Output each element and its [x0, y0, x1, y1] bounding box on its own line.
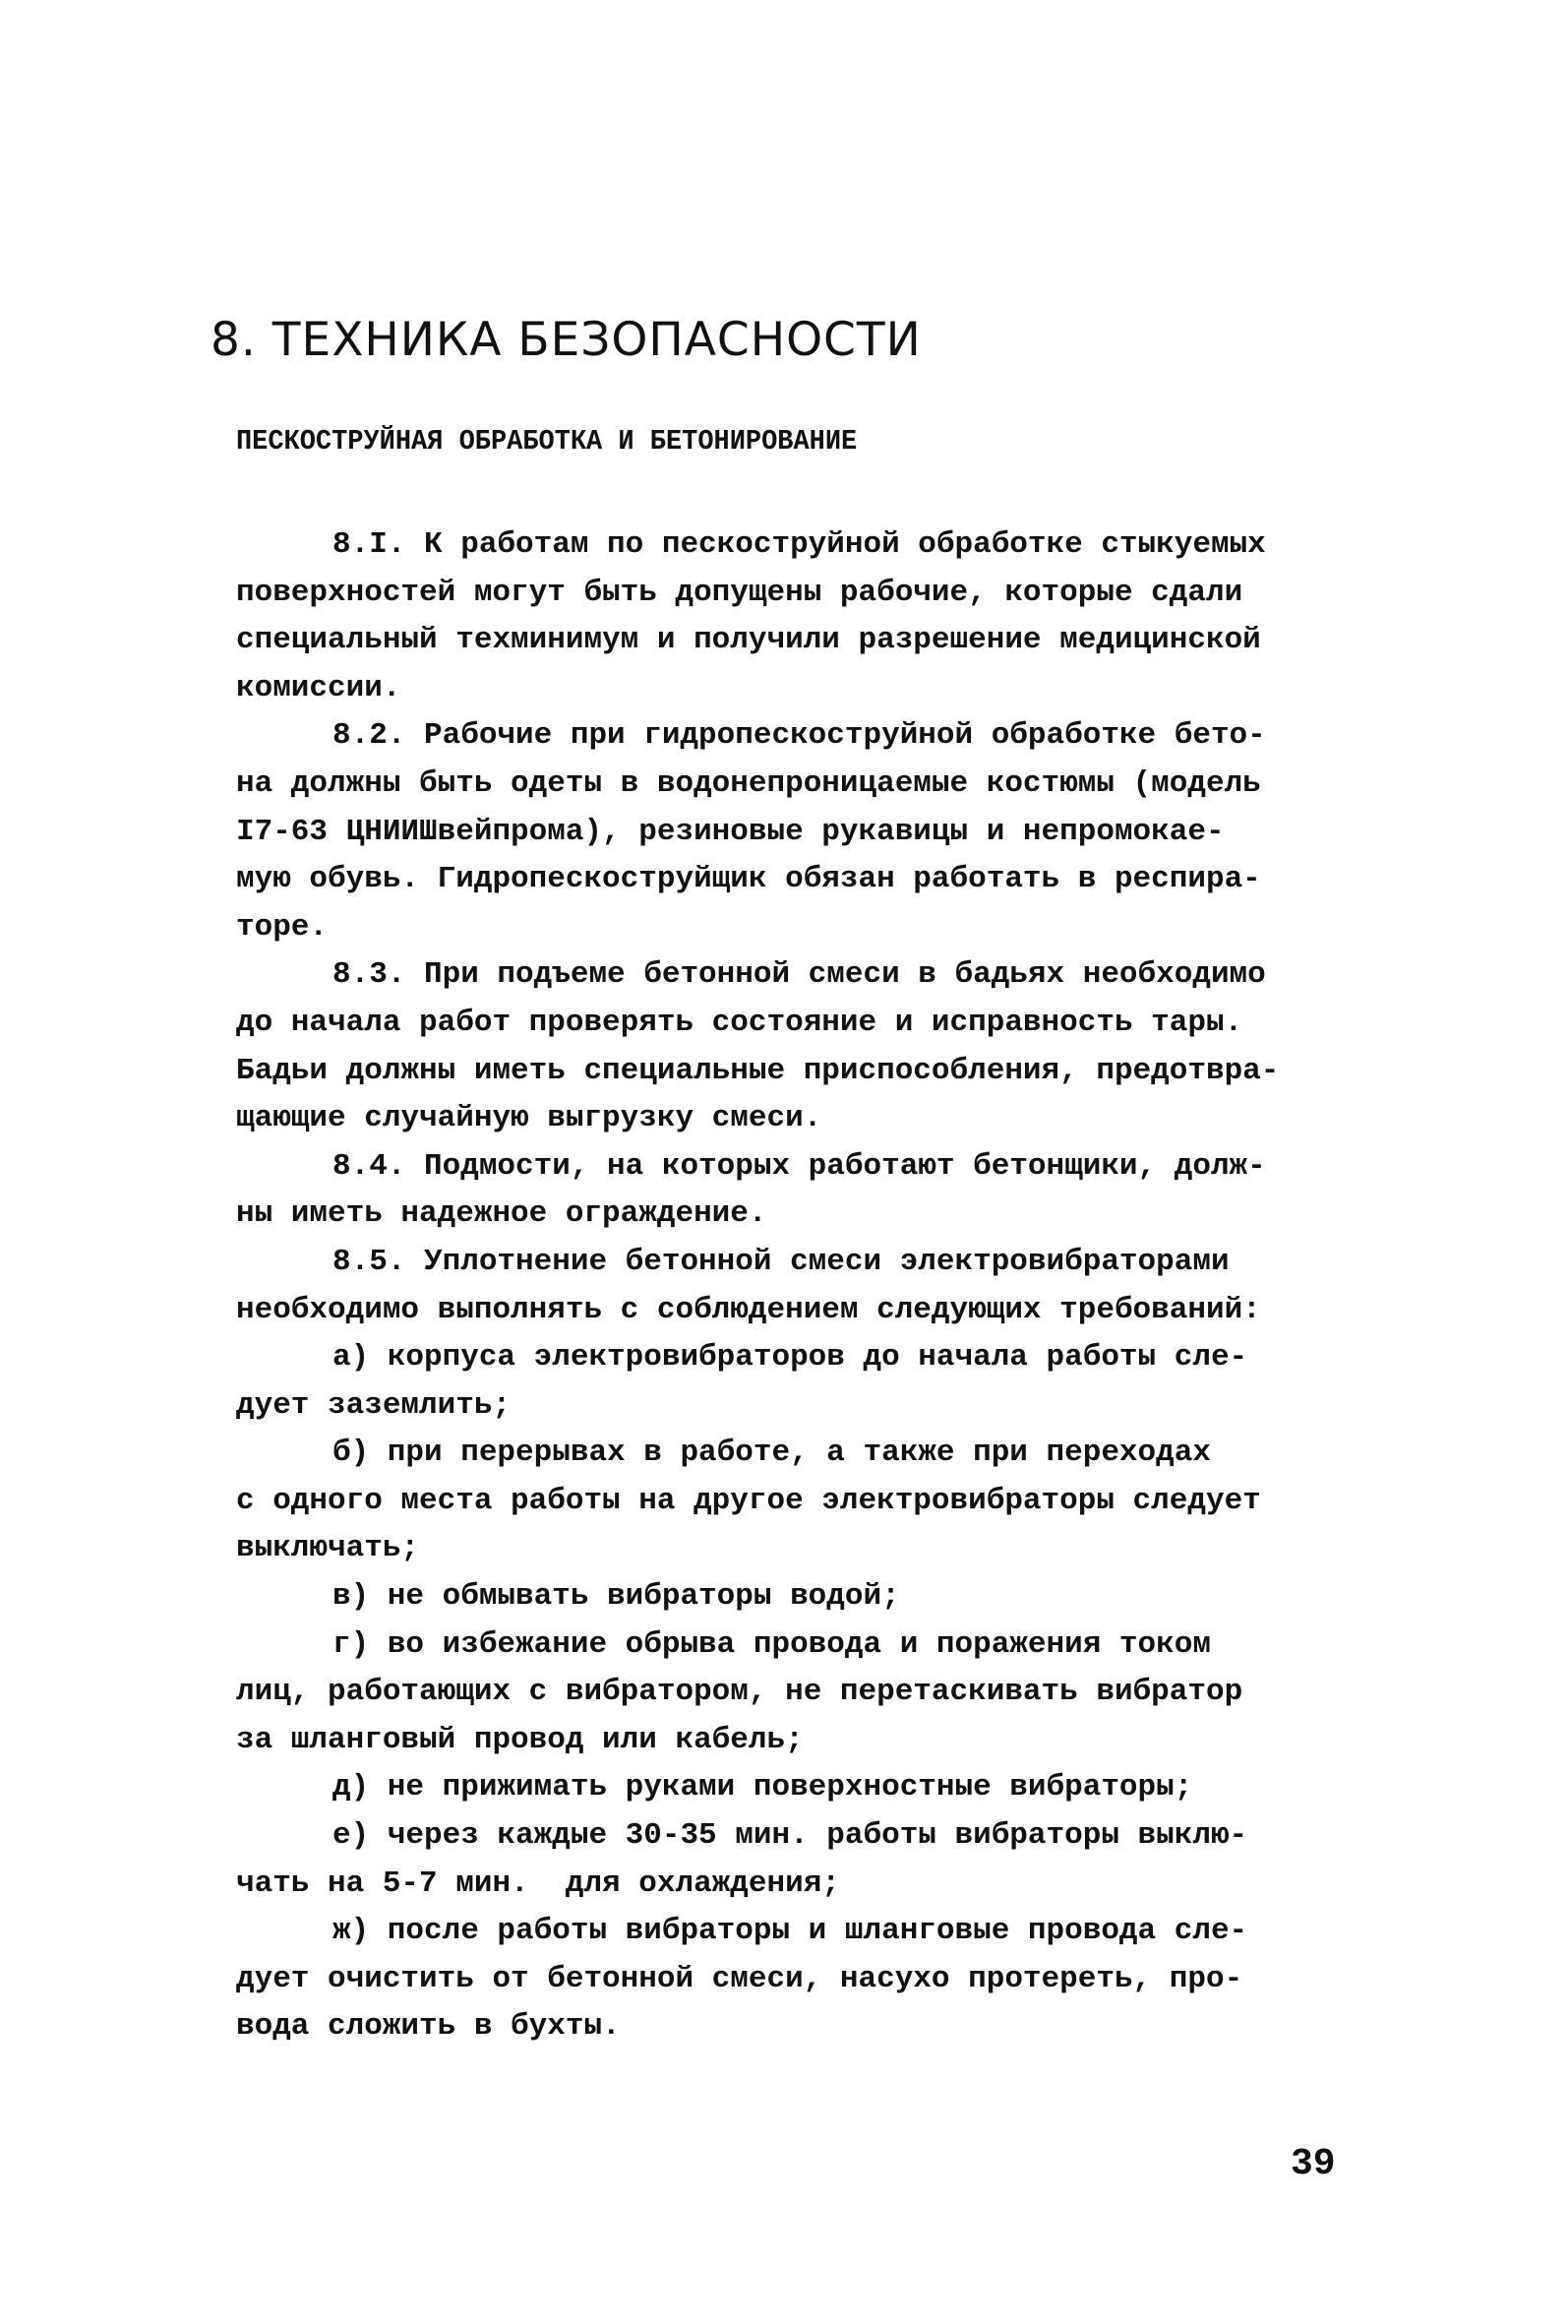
text-line: щающие случайную выгрузку смеси. — [236, 1101, 822, 1136]
text-line: а) корпуса электровибраторов до начала работы сле- — [332, 1340, 1248, 1376]
section-heading: ПЕСКОСТРУЙНАЯ ОБРАБОТКА И БЕТОНИРОВАНИЕ — [236, 425, 858, 458]
text-line: торе. — [236, 909, 329, 945]
text-line: 8.4. Подмости, на которых работают бетонщики, долж- — [332, 1148, 1266, 1184]
text-line: 8.I. К работам по пескоструйной обработке стыкуемых — [332, 527, 1266, 562]
page-number: 39 — [1291, 2143, 1336, 2185]
text-line: необходимо выполнять с соблюдением следующих требований: — [236, 1292, 1261, 1327]
text-line: на должны быть одеты в водонепроницаемые костюмы (модель — [236, 765, 1261, 801]
text-line: дует очистить от бетонной смеси, насухо протереть, про- — [236, 1961, 1243, 1996]
text-line: до начала работ проверять состояние и исправность тары. — [236, 1005, 1243, 1040]
text-line: 8.3. При подъеме бетонной смеси в бадьях необходимо — [332, 957, 1266, 993]
text-line: I7-63 ЦНИИШвейпрома), резиновые рукавицы и непромокае- — [236, 814, 1225, 849]
text-line: мую обувь. Гидропескоструйщик обязан работать в респира- — [236, 862, 1261, 897]
text-line: за шланговый провод или кабель; — [236, 1722, 804, 1757]
text-line: ны иметь надежное ограждение. — [236, 1196, 767, 1232]
text-line: комиссии. — [236, 670, 401, 705]
text-line: чать на 5-7 мин. для охлаждения; — [236, 1865, 840, 1901]
text-line: вода сложить в бухты. — [236, 2009, 621, 2045]
text-line: дует заземлить; — [236, 1387, 512, 1423]
text-line: лиц, работающих с вибратором, не перетаскивать вибратор — [236, 1675, 1243, 1710]
chapter-title: 8. ТЕХНИКА БЕЗОПАСНОСТИ — [211, 313, 922, 367]
text-line: специальный техминимум и получили разрешение медицинской — [236, 623, 1261, 658]
text-line: г) во избежание обрыва провода и поражения током — [332, 1626, 1211, 1662]
text-line: ж) после работы вибраторы и шланговые провода сле- — [332, 1914, 1248, 1949]
text-line: Бадьи должны иметь специальные приспособления, предотвра- — [236, 1053, 1280, 1088]
text-line: д) не прижимать руками поверхностные вибраторы; — [332, 1770, 1193, 1805]
text-line: поверхностей могут быть допущены рабочие, которые сдали — [236, 575, 1243, 610]
text-line: 8.2. Рабочие при гидропескоструйной обработке бето- — [332, 718, 1266, 754]
text-line: е) через каждые 30-35 мин. работы вибраторы выклю- — [332, 1818, 1248, 1854]
text-line: с одного места работы на другое электровибраторы следует — [236, 1483, 1261, 1518]
text-line: 8.5. Уплотнение бетонной смеси электровибраторами — [332, 1244, 1230, 1279]
text-line: в) не обмывать вибраторы водой; — [332, 1579, 900, 1615]
text-line: выключать; — [236, 1531, 420, 1566]
body-text — [236, 521, 1357, 2051]
text-line: б) при перерывах в работе, а также при переходах — [332, 1436, 1211, 1471]
